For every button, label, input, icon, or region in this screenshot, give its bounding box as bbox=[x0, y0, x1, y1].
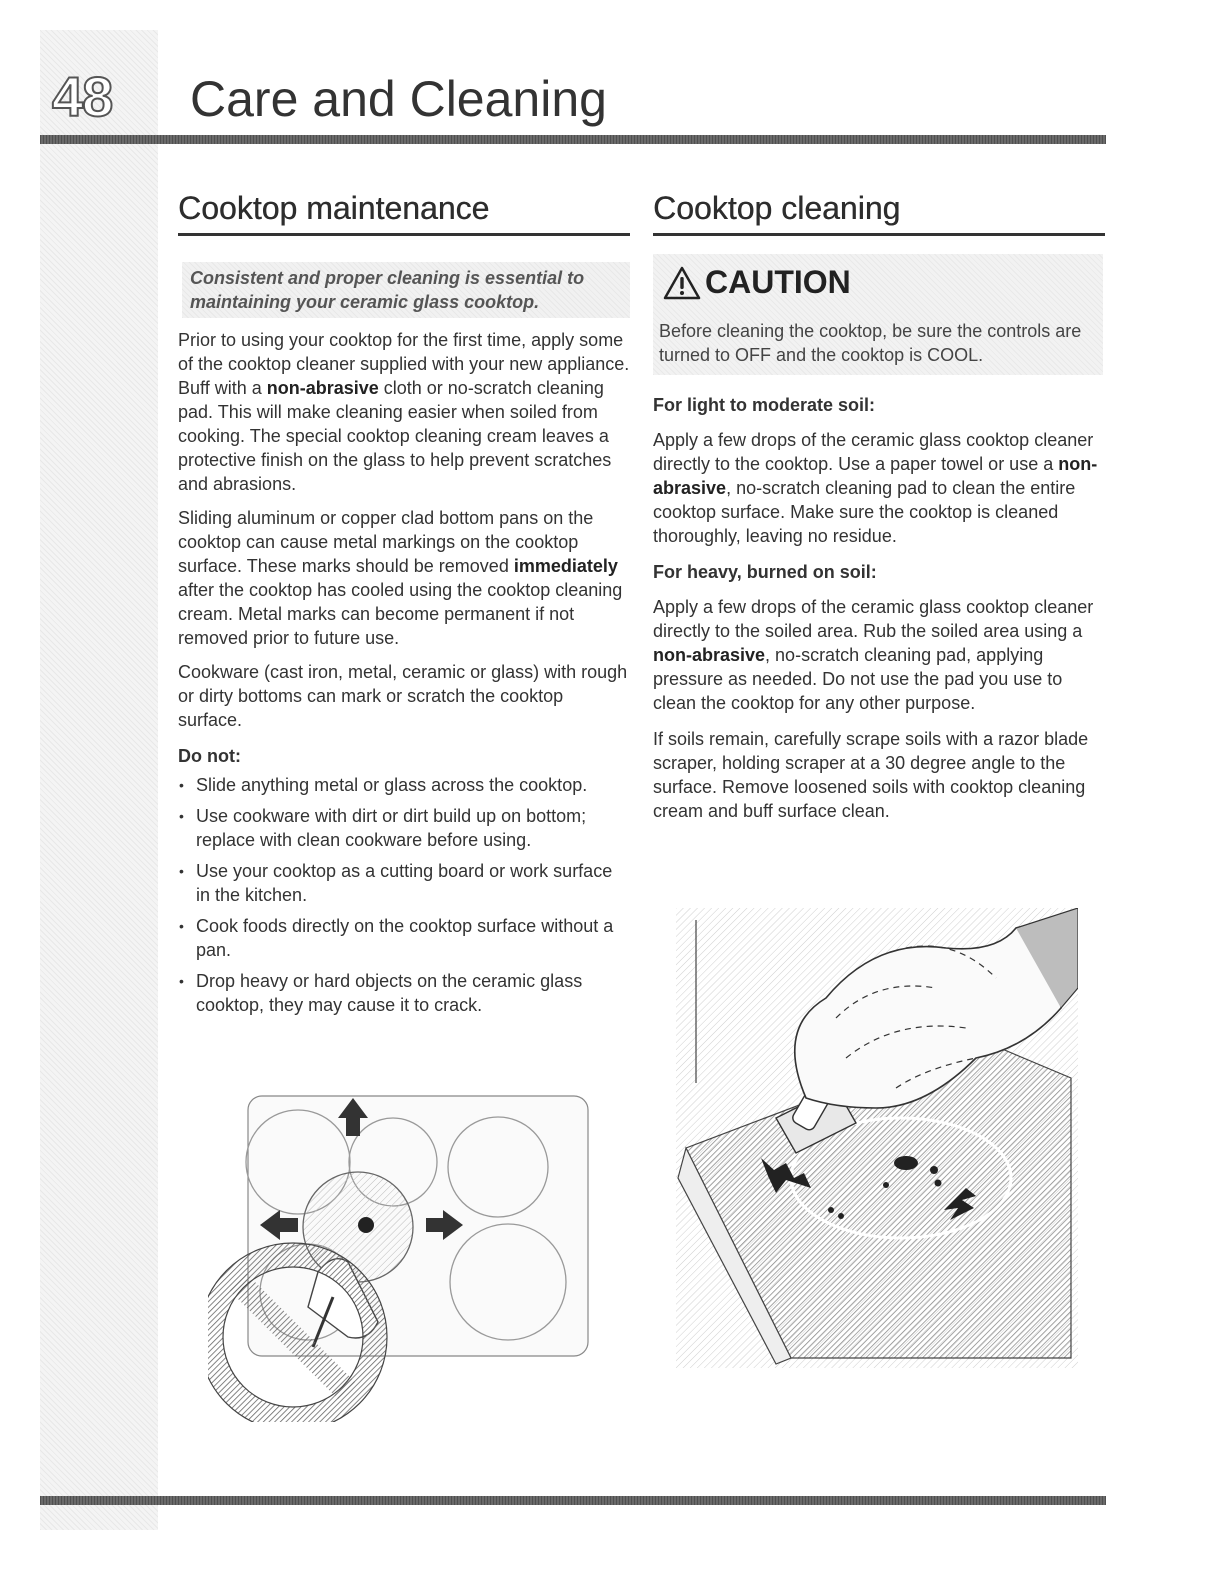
list-item: • Slide anything metal or glass across the cooktop. bbox=[178, 773, 630, 797]
razor-scraper-illustration bbox=[676, 908, 1078, 1368]
list-item: • Use your cooktop as a cutting board or work surface in the kitchen. bbox=[178, 859, 630, 907]
intro-note: Consistent and proper cleaning is essential to maintaining your ceramic glass cooktop. bbox=[182, 262, 630, 318]
paragraph-cookware: Cookware (cast iron, metal, ceramic or glass) with rough or dirty bottoms can mark or scratch the cooktop surface. bbox=[178, 662, 628, 730]
header-rule bbox=[40, 135, 1106, 144]
heavy-soil-heading: For heavy, burned on soil: bbox=[653, 562, 877, 582]
sidebar-pattern bbox=[40, 30, 158, 1530]
cleaning-column bbox=[653, 190, 1105, 823]
donot-list bbox=[178, 773, 630, 1017]
list-item: • Cook foods directly on the cooktop surface without a pan. bbox=[178, 914, 630, 962]
light-soil-heading: For light to moderate soil: bbox=[653, 395, 876, 415]
section-heading-cleaning: Cooktop cleaning bbox=[653, 190, 1105, 236]
paragraph-heavy-soil: Apply a few drops of the ceramic glass cooktop cleaner directly to the soiled area. Rub the soiled area using a non-abrasive, no-scratch cleaning pad, applying pressure as needed. Do not use the pad you use to clean the cooktop for any other purpose. bbox=[653, 597, 1094, 713]
page-title: Care and Cleaning bbox=[190, 71, 607, 127]
warning-triangle-icon bbox=[663, 266, 701, 300]
donot-heading: Do not: bbox=[178, 746, 241, 766]
caution-title bbox=[663, 264, 1099, 301]
page-number: 48 bbox=[52, 65, 113, 128]
list-item: • Drop heavy or hard objects on the ceramic glass cooktop, they may cause it to crack. bbox=[178, 969, 630, 1017]
no-sliding-pans-illustration bbox=[208, 1092, 598, 1422]
maintenance-column bbox=[178, 190, 630, 1024]
footer-rule bbox=[40, 1496, 1106, 1505]
section-heading-maintenance: Cooktop maintenance bbox=[178, 190, 630, 236]
paragraph-metal-marks: Sliding aluminum or copper clad bottom pans on the cooktop can cause metal markings on the cooktop surface. These marks should be removed immediately after the cooktop has cooled using the cooktop cleaning cream. Metal marks can become permanent if not removed prior to future use. bbox=[178, 508, 623, 648]
caution-label: CAUTION bbox=[705, 264, 851, 300]
list-item: • Use cookware with dirt or dirt build up on bottom; replace with clean cookware before using. bbox=[178, 804, 630, 852]
paragraph-razor-scraper: If soils remain, carefully scrape soils with a razor blade scraper, holding scraper at a 30 degree angle to the surface. Remove loosened soils with cooktop cleaning cream and buff surface clean. bbox=[653, 729, 1089, 821]
caution-text: Before cleaning the cooktop, be sure the controls are turned to OFF and the cooktop is COOL. bbox=[659, 321, 1082, 365]
caution-box bbox=[653, 254, 1103, 375]
paragraph-first-use: Prior to using your cooktop for the first time, apply some of the cooktop cleaner supplied with your new appliance. Buff with a non-abrasive cloth or no-scratch cleaning pad. This will make cleaning easier when soiled from cooking. The special cooktop cleaning cream leaves a protective finish on the glass to help prevent scratches and abrasions. bbox=[178, 330, 630, 494]
paragraph-light-soil: Apply a few drops of the ceramic glass cooktop cleaner directly to the cooktop. Use a paper towel or use a non-abrasive, no-scratch cleaning pad to clean the entire cooktop surface. Make sure the cooktop is cleaned thoroughly, leaving no residue. bbox=[653, 430, 1098, 546]
